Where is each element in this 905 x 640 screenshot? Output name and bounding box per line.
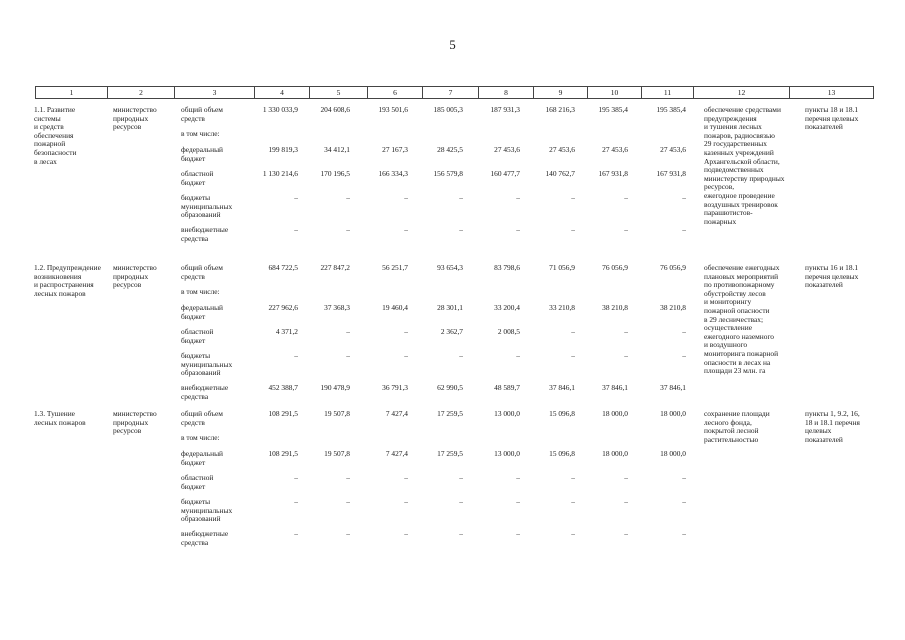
- header-col-10: 10: [588, 87, 642, 98]
- funding-value: 190 478,9: [320, 383, 350, 392]
- funding-value: –: [346, 327, 350, 336]
- funding-value: 17 259,5: [437, 449, 463, 458]
- funding-value: 37 846,1: [602, 383, 628, 392]
- funding-source-label: в том числе:: [181, 129, 220, 138]
- funding-value: 33 200,4: [494, 303, 520, 312]
- header-col-12: 12: [694, 87, 790, 98]
- funding-value: –: [571, 497, 575, 506]
- funding-value: –: [516, 225, 520, 234]
- header-col-11: 11: [642, 87, 694, 98]
- funding-value: 27 167,3: [382, 145, 408, 154]
- funding-value: 140 762,7: [545, 169, 575, 178]
- funding-value: –: [682, 351, 686, 360]
- funding-value: –: [682, 225, 686, 234]
- funding-source-label: областной бюджет: [181, 473, 214, 491]
- funding-value: –: [624, 327, 628, 336]
- funding-source-label: в том числе:: [181, 287, 220, 296]
- funding-value: –: [294, 529, 298, 538]
- funding-value: –: [571, 529, 575, 538]
- funding-value: 83 798,6: [494, 263, 520, 272]
- funding-source-label: внебюджетные средства: [181, 529, 229, 547]
- funding-value: –: [346, 497, 350, 506]
- funding-value: –: [516, 193, 520, 202]
- funding-value: –: [294, 225, 298, 234]
- funding-source-label: бюджеты муниципальных образований: [181, 351, 233, 378]
- funding-value: 195 385,4: [598, 105, 628, 114]
- funding-value: 170 196,5: [320, 169, 350, 178]
- funding-value: 1 330 033,9: [262, 105, 298, 114]
- funding-value: 71 056,9: [549, 263, 575, 272]
- funding-source-label: бюджеты муниципальных образований: [181, 193, 233, 220]
- funding-value: 37 846,1: [660, 383, 686, 392]
- activity-name: 1.2. Предупреждение возникновения и распространения лесных пожаров: [34, 263, 101, 298]
- funding-value: 76 056,9: [660, 263, 686, 272]
- funding-value: 187 931,3: [490, 105, 520, 114]
- funding-value: –: [571, 327, 575, 336]
- funding-source-label: федеральный бюджет: [181, 449, 223, 467]
- funding-value: –: [682, 529, 686, 538]
- activity-name: 1.3. Тушение лесных пожаров: [34, 409, 86, 427]
- funding-value: 156 579,8: [433, 169, 463, 178]
- funding-value: 28 301,1: [437, 303, 463, 312]
- funding-value: 13 000,0: [494, 409, 520, 418]
- expected-result: обеспечение средствами предупреждения и тушения лесных пожаров, радиосвязью 29 государственных казенных учреждений Архангельской области, подведомственных министерству природных ресурсов, ежегодное проведение воздушных тренировок парашютистов- пожарных: [704, 105, 785, 226]
- funding-value: –: [459, 351, 463, 360]
- funding-value: 199 819,3: [268, 145, 298, 154]
- funding-value: –: [516, 351, 520, 360]
- funding-source-label: общий объем средств: [181, 263, 223, 281]
- funding-value: –: [459, 497, 463, 506]
- funding-value: 204 608,6: [320, 105, 350, 114]
- funding-value: –: [294, 193, 298, 202]
- funding-value: 18 000,0: [602, 409, 628, 418]
- funding-value: 19 507,8: [324, 449, 350, 458]
- funding-value: –: [459, 529, 463, 538]
- funding-value: –: [682, 473, 686, 482]
- funding-value: 19 507,8: [324, 409, 350, 418]
- target-indicators: пункты 16 и 18.1 перечня целевых показателей: [805, 263, 859, 290]
- header-col-3: 3: [175, 87, 255, 98]
- funding-value: 37 846,1: [549, 383, 575, 392]
- funding-value: 166 334,3: [378, 169, 408, 178]
- funding-value: –: [624, 351, 628, 360]
- funding-value: 28 425,5: [437, 145, 463, 154]
- funding-value: 167 931,8: [598, 169, 628, 178]
- funding-value: 19 460,4: [382, 303, 408, 312]
- funding-value: –: [404, 225, 408, 234]
- funding-value: –: [404, 497, 408, 506]
- funding-value: –: [294, 351, 298, 360]
- funding-value: 27 453,6: [602, 145, 628, 154]
- funding-value: –: [624, 473, 628, 482]
- funding-value: 160 477,7: [490, 169, 520, 178]
- header-col-4: 4: [255, 87, 310, 98]
- header-col-1: 1: [36, 87, 108, 98]
- funding-value: –: [682, 327, 686, 336]
- header-col-13: 13: [827, 88, 836, 97]
- funding-value: 195 385,4: [656, 105, 686, 114]
- funding-value: –: [404, 351, 408, 360]
- header-col-6: 6: [368, 87, 423, 98]
- funding-value: –: [346, 351, 350, 360]
- table-header: [35, 86, 874, 99]
- funding-value: 18 000,0: [602, 449, 628, 458]
- expected-result: обеспечение ежегодных плановых мероприятий по противопожарному обустройству лесов и мониторингу пожарной опасности в 29 лесничествах; осуществление ежегодного наземного и воздушного мониторинга пожарной опасности в лесах на площади 23 млн. га: [704, 263, 780, 376]
- funding-value: 76 056,9: [602, 263, 628, 272]
- funding-value: –: [624, 497, 628, 506]
- funding-value: 4 371,2: [275, 327, 298, 336]
- funding-source-label: общий объем средств: [181, 105, 223, 123]
- expected-result: сохранение площади лесного фонда, покрытой лесной растительностью: [704, 409, 770, 444]
- funding-value: 27 453,6: [549, 145, 575, 154]
- header-col-8: 8: [479, 87, 534, 98]
- funding-value: 13 000,0: [494, 449, 520, 458]
- funding-value: 17 259,5: [437, 409, 463, 418]
- funding-value: –: [624, 193, 628, 202]
- funding-value: –: [459, 473, 463, 482]
- funding-value: –: [404, 193, 408, 202]
- funding-source-label: областной бюджет: [181, 327, 214, 345]
- funding-value: –: [682, 193, 686, 202]
- funding-value: –: [624, 529, 628, 538]
- funding-value: –: [346, 473, 350, 482]
- funding-source-label: внебюджетные средства: [181, 225, 229, 243]
- page-number: 5: [449, 37, 456, 52]
- funding-value: 56 251,7: [382, 263, 408, 272]
- funding-value: 167 931,8: [656, 169, 686, 178]
- funding-value: –: [516, 497, 520, 506]
- funding-value: 452 388,7: [268, 383, 298, 392]
- funding-source-label: внебюджетные средства: [181, 383, 229, 401]
- header-col-7: 7: [423, 87, 479, 98]
- funding-source-label: федеральный бюджет: [181, 145, 223, 163]
- funding-value: 93 654,3: [437, 263, 463, 272]
- header-col-5: 5: [310, 87, 368, 98]
- funding-value: 227 962,6: [268, 303, 298, 312]
- funding-value: 38 210,8: [660, 303, 686, 312]
- target-indicators: пункты 18 и 18.1 перечня целевых показателей: [805, 105, 859, 132]
- funding-value: –: [571, 351, 575, 360]
- funding-value: 168 216,3: [545, 105, 575, 114]
- funding-value: –: [624, 225, 628, 234]
- funding-value: 193 501,6: [378, 105, 408, 114]
- funding-value: 36 791,3: [382, 383, 408, 392]
- funding-value: 227 847,2: [320, 263, 350, 272]
- executor: министерство природных ресурсов: [113, 263, 157, 290]
- funding-value: 34 412,1: [324, 145, 350, 154]
- funding-value: –: [516, 473, 520, 482]
- funding-value: –: [404, 529, 408, 538]
- funding-value: 684 722,5: [268, 263, 298, 272]
- funding-value: 27 453,6: [494, 145, 520, 154]
- funding-value: 1 130 214,6: [262, 169, 298, 178]
- funding-source-label: общий объем средств: [181, 409, 223, 427]
- funding-value: 15 096,8: [549, 409, 575, 418]
- funding-value: –: [404, 327, 408, 336]
- funding-value: 7 427,4: [385, 449, 408, 458]
- funding-value: –: [571, 473, 575, 482]
- funding-value: 7 427,4: [385, 409, 408, 418]
- funding-value: 18 000,0: [660, 449, 686, 458]
- funding-value: 48 589,7: [494, 383, 520, 392]
- funding-value: 15 096,8: [549, 449, 575, 458]
- funding-value: 38 210,8: [602, 303, 628, 312]
- funding-value: –: [346, 529, 350, 538]
- header-col-2: 2: [108, 87, 175, 98]
- funding-value: –: [459, 225, 463, 234]
- funding-value: 2 362,7: [440, 327, 463, 336]
- executor: министерство природных ресурсов: [113, 409, 157, 436]
- funding-value: –: [294, 497, 298, 506]
- funding-value: 37 368,3: [324, 303, 350, 312]
- funding-source-label: областной бюджет: [181, 169, 214, 187]
- funding-source-label: федеральный бюджет: [181, 303, 223, 321]
- funding-value: 108 291,5: [268, 409, 298, 418]
- funding-source-label: в том числе:: [181, 433, 220, 442]
- funding-value: –: [459, 193, 463, 202]
- funding-value: –: [404, 473, 408, 482]
- funding-value: –: [346, 193, 350, 202]
- funding-value: –: [571, 225, 575, 234]
- executor: министерство природных ресурсов: [113, 105, 157, 132]
- funding-value: 62 990,5: [437, 383, 463, 392]
- funding-value: 185 005,3: [433, 105, 463, 114]
- funding-value: 18 000,0: [660, 409, 686, 418]
- funding-value: 2 008,5: [497, 327, 520, 336]
- funding-value: 33 210,8: [549, 303, 575, 312]
- activity-name: 1.1. Развитие системы и средств обеспечения пожарной безопасности в лесах: [34, 105, 77, 166]
- funding-value: 108 291,5: [268, 449, 298, 458]
- funding-value: –: [294, 473, 298, 482]
- funding-value: 27 453,6: [660, 145, 686, 154]
- funding-value: –: [346, 225, 350, 234]
- funding-value: –: [571, 193, 575, 202]
- funding-value: –: [682, 497, 686, 506]
- header-col-9: 9: [534, 87, 588, 98]
- target-indicators: пункты 1, 9.2, 16, 18 и 18.1 перечня целевых показателей: [805, 409, 860, 444]
- funding-value: –: [516, 529, 520, 538]
- funding-source-label: бюджеты муниципальных образований: [181, 497, 233, 524]
